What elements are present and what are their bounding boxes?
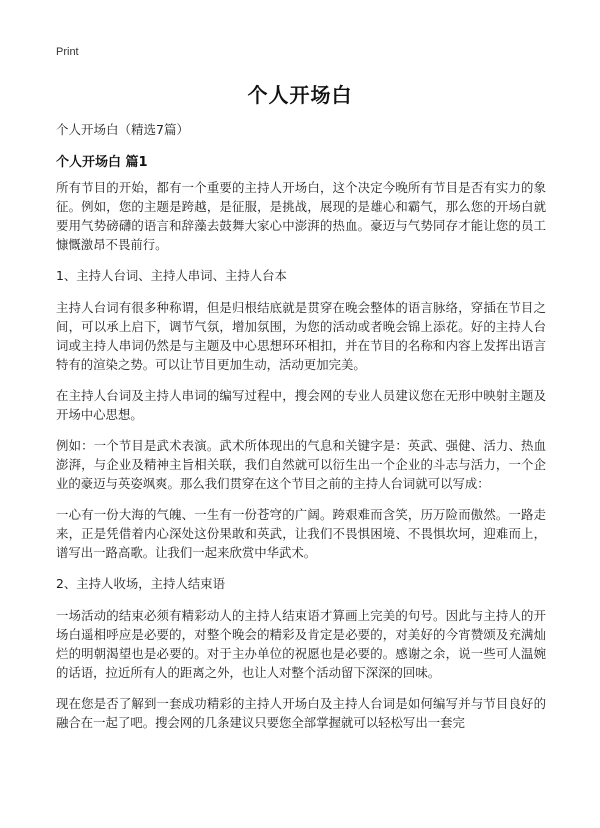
paragraph-writing-advice: 在主持人台词及主持人串词的编写过程中，搜会网的专业人员建议您在无形中映射主题及开场中心思想。 — [56, 388, 546, 422]
print-label: Print — [56, 46, 79, 58]
paragraph-host-lines: 主持人台词有很多种称谓，但是归根结底就是贯穿在晚会整体的语言脉络，穿插在节目之间，可以承上启下，调节气氛，增加氛围，为您的活动或者晚会锦上添花。好的主持人台词或主持人串词仍然是与主题及中心思想环环相扣，并在节目的名称和内容上发挥出语言特有的渲染之势。可以让节目更加生动，活动更加完美。 — [56, 300, 546, 372]
paragraph-closing-remarks: 一场活动的结束必须有精彩动人的主持人结束语才算画上完美的句号。因此与主持人的开场白遥相呼应是必要的，对整个晚会的精彩及肯定是必要的，对美好的今宵赞颂及充满灿烂的明朝渴望也是必要的。对于主办单位的祝愿也是必要的。感谢之余，说一些可人温婉的话语，拉近所有人的距离之外，也让人对整个活动留下深深的回味。 — [56, 608, 546, 680]
document-subtitle: 个人开场白（精选7篇） — [56, 122, 189, 137]
paragraph-conclusion: 现在您是否了解到一套成功精彩的主持人开场白及主持人台词是如何编写并与节目良好的融合在一起了吧。搜会网的几条建议只要您全部掌握就可以轻松写出一套完 — [56, 696, 546, 730]
section-heading: 个人开场白 篇1 — [56, 155, 148, 170]
paragraph-intro: 所有节目的开始，都有一个重要的主持人开场白，这个决定今晚所有节目是否有实力的象征。例如，您的主题是跨越，是征服，是挑战，展现的是雄心和霸气，那么您的开场白就要用气势磅礴的语言和辞藻去鼓舞大家心中澎湃的热血。豪迈与气势同存才能让您的员工慷慨激昂不畏前行。 — [56, 180, 546, 252]
document-body — [56, 178, 546, 744]
page-title: 个人开场白 — [247, 83, 353, 107]
paragraph-subheading-2: 2、主持人收场，主持人结束语 — [56, 576, 225, 591]
paragraph-sample-script: 一心有一份大海的气魄、一生有一份苍穹的广阔。跨艰难而含笑，历万险而傲然。一路走来，正是凭借着内心深处这份果敢和英武，让我们不畏惧困境、不畏惧坎坷，迎难而上，谱写出一路高歌。让我们一起来欣赏中华武术。 — [56, 507, 546, 560]
paragraph-subheading-1: 1、主持人台词、主持人串词、主持人台本 — [56, 268, 287, 283]
paragraph-example: 例如：一个节目是武术表演。武术所体现出的气息和关键字是：英武、强健、活力、热血澎湃，与企业及精神主旨相关联，我们自然就可以衍生出一个企业的斗志与活力，一个企业的豪迈与英姿飒爽。那么我们贯穿在这个节目之前的主持人台词就可以写成： — [56, 438, 546, 491]
